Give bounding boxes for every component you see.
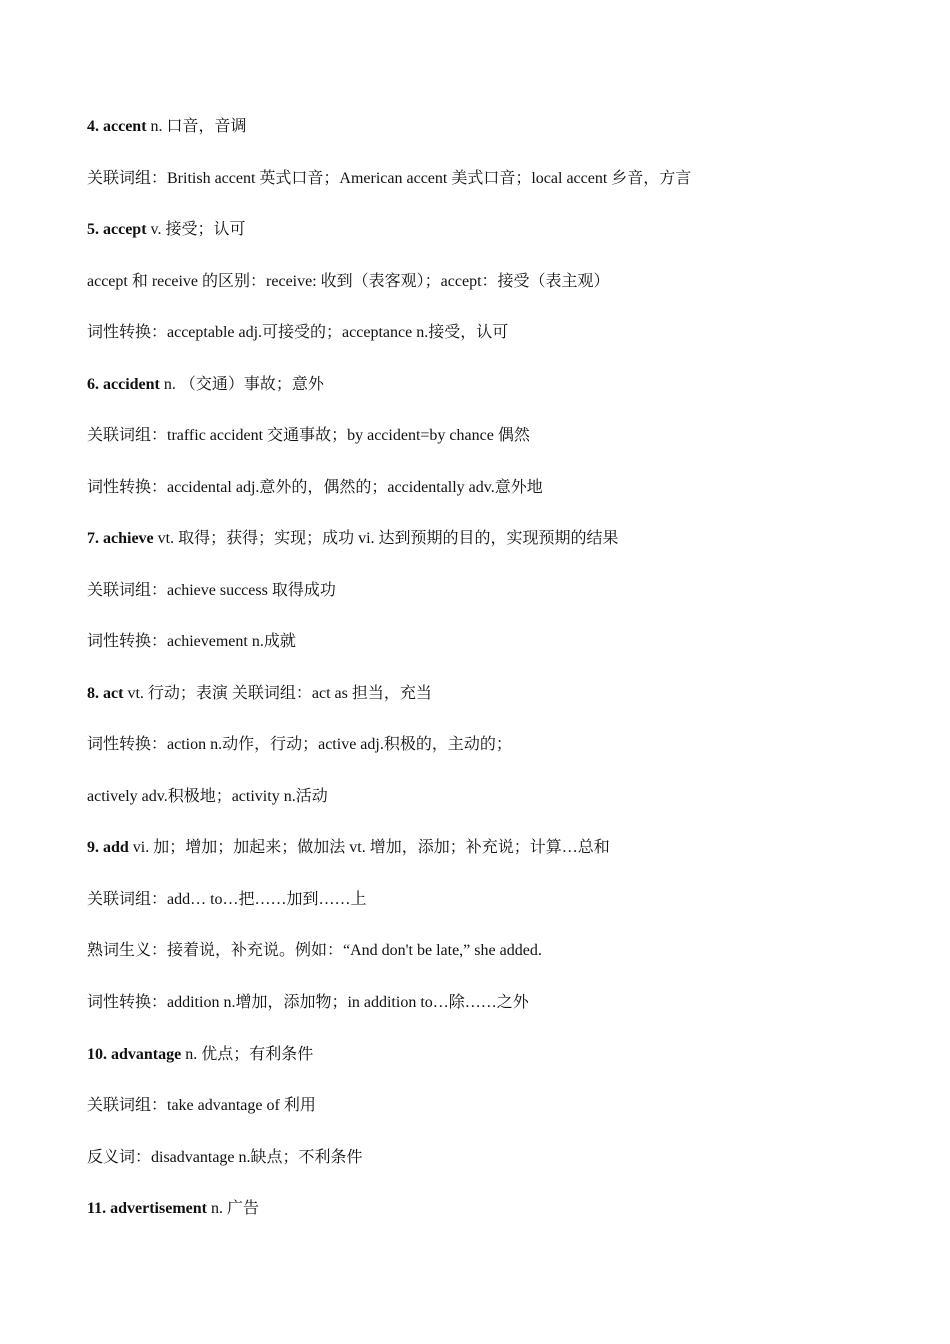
entry-text: 词性转换：action n.动作，行动；active adj.积极的，主动的； [87,736,512,753]
entry-text: 关联词组：British accent 英式口音；American accent 美式口音；local accent 乡音，方言 [87,170,692,187]
entry-text: 词性转换：addition n.增加，添加物；in addition to…除……之外 [87,994,529,1011]
related-phrases-line [87,890,887,910]
entry-text: n. 优点；有利条件 [181,1046,314,1063]
word-forms-line [87,735,887,755]
word-forms-line [87,787,887,807]
entry-heading-accident [87,375,887,395]
entry-text: 词性转换：accidental adj.意外的，偶然的；accidentally adv.意外地 [87,479,543,496]
headword: 8. act [87,685,124,702]
entry-text: n. 广告 [206,1200,259,1217]
new-meaning-line [87,941,887,961]
headword: 7. achieve [87,530,154,547]
word-forms-line [87,478,887,498]
entry-text: 词性转换：acceptable adj.可接受的；acceptance n.接受，认可 [87,324,509,341]
related-phrases-line [87,169,887,189]
entry-text: 熟词生义：接着说，补充说。例如：“And don't be late,” she added. [87,942,542,959]
entry-heading-accept [87,220,887,240]
related-phrases-line [87,426,887,446]
headword: 6. accident [87,376,160,393]
headword: 11. advertisement [87,1200,207,1217]
entry-text: n. 口音，音调 [146,118,247,135]
entry-text: 反义词：disadvantage n.缺点；不利条件 [87,1149,363,1166]
antonym-line [87,1148,887,1168]
entry-text: v. 接受；认可 [146,221,246,238]
entry-heading-accent [87,117,887,137]
entry-text: 关联词组：traffic accident 交通事故；by accident=by chance 偶然 [87,427,530,444]
headword: 4. accent [87,118,147,135]
entry-text: 词性转换：achievement n.成就 [87,633,296,650]
headword: 10. advantage [87,1046,182,1063]
entry-text: vt. 行动；表演 关联词组：act as 担当，充当 [123,685,432,702]
headword: 5. accept [87,221,147,238]
entry-text: n. （交通）事故；意外 [159,376,324,393]
entry-text: 关联词组：achieve success 取得成功 [87,582,336,599]
entry-heading-advertisement [87,1199,887,1219]
entry-text: accept 和 receive 的区别：receive: 收到（表客观）；accept：接受（表主观） [87,273,610,290]
entry-text: 关联词组：add… to…把……加到……上 [87,891,367,908]
comparison-line [87,272,887,292]
word-forms-line [87,993,887,1013]
entry-heading-advantage [87,1045,887,1065]
entry-text: vi. 加；增加；加起来；做加法 vt. 增加，添加；补充说；计算…总和 [128,839,610,856]
related-phrases-line [87,1096,887,1116]
entry-text: vt. 取得；获得；实现；成功 vi. 达到预期的目的，实现预期的结果 [153,530,619,547]
entry-heading-add [87,838,887,858]
entry-heading-achieve [87,529,887,549]
entry-text: actively adv.积极地；activity n.活动 [87,788,328,805]
headword: 9. add [87,839,129,856]
entry-heading-act [87,684,887,704]
entry-text: 关联词组：take advantage of 利用 [87,1097,316,1114]
related-phrases-line [87,581,887,601]
word-forms-line [87,323,887,343]
word-forms-line [87,632,887,652]
